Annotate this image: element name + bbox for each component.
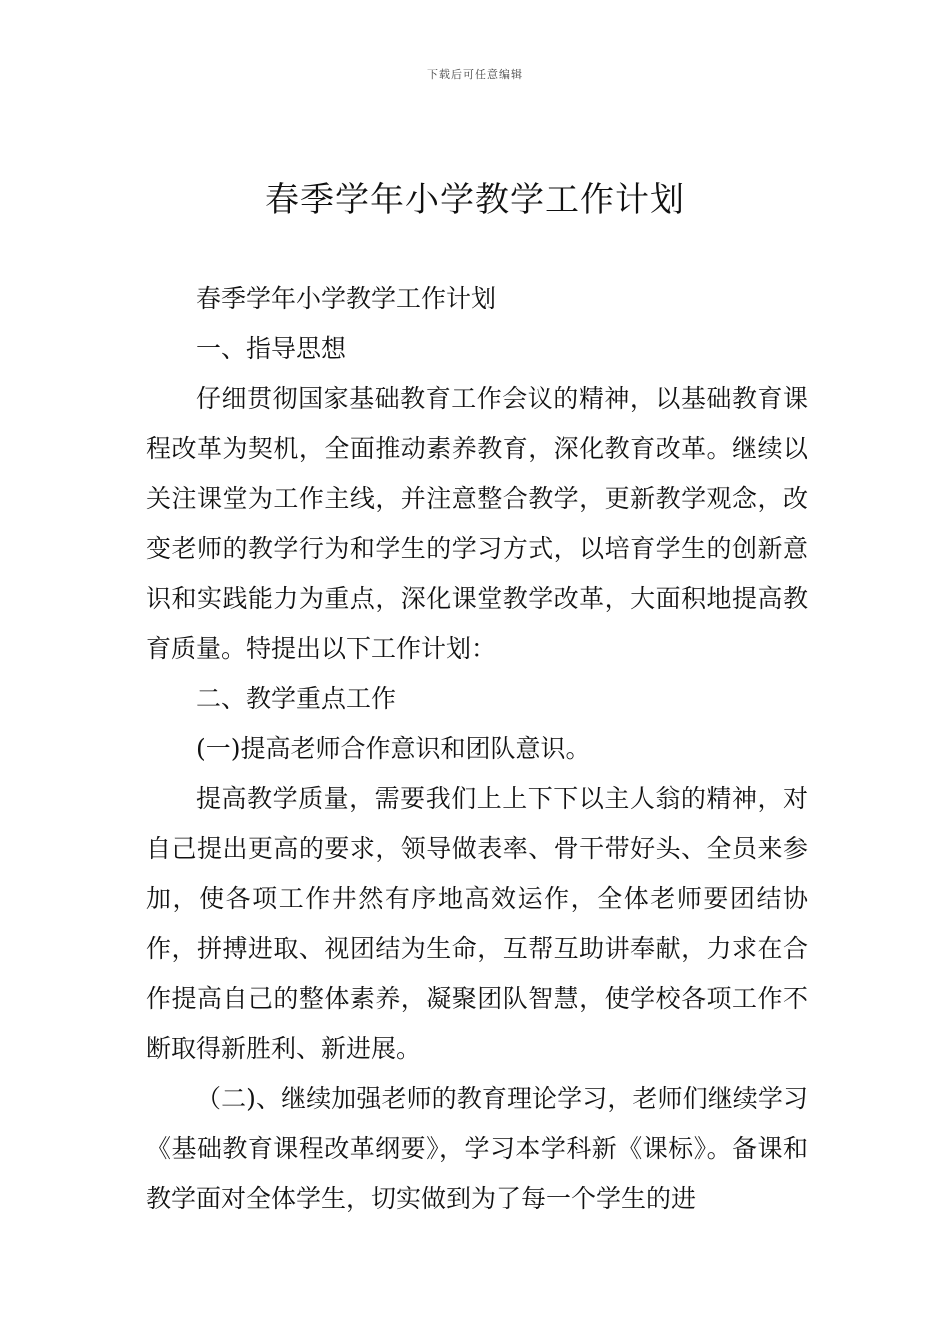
section-heading-key-work: 二、教学重点工作	[196, 684, 397, 713]
paragraph-teamwork: 提高教学质量，需要我们上上下下以主人翁的精神，对自己提出更高的要求，领导做表率、骨干带好头、全员来参加，使各项工作井然有序地高效运作，全体老师要团结协作，拼搏进取、视团结为生命，互帮互助讲奉献，力求在合作提高自己的整体素养，凝聚团队智慧，使学校各项工作不断取得新胜利、新进展。	[146, 784, 808, 1063]
subsection-heading-teamwork: (一)提高老师合作意识和团队意识。	[196, 734, 591, 763]
paragraph-plan-heading: 春季学年小学教学工作计划	[196, 284, 497, 313]
section-heading-guiding-thought: 一、指导思想	[196, 334, 347, 363]
paragraph-guiding-thought: 仔细贯彻国家基础教育工作会议的精神，以基础教育课程改革为契机，全面推动素养教育，深化教育改革。继续以关注课堂为工作主线，并注意整合教学，更新教学观念，改变老师的教学行为和学生的学习方式，以培育学生的创新意识和实践能力为重点，深化课堂教学改革，大面积地提高教育质量。特提出以下工作计划：	[146, 384, 808, 663]
paragraph-theory-study: （二)、继续加强老师的教育理论学习，老师们继续学习《基础教育课程改革纲要》，学习本学科新《课标》。备课和教学面对全体学生，切实做到为了每一个学生的进	[146, 1084, 808, 1213]
document-title: 春季学年小学教学工作计划	[265, 180, 685, 220]
document-body	[146, 274, 808, 1224]
page-header-note: 下载后可任意编辑	[427, 68, 523, 81]
